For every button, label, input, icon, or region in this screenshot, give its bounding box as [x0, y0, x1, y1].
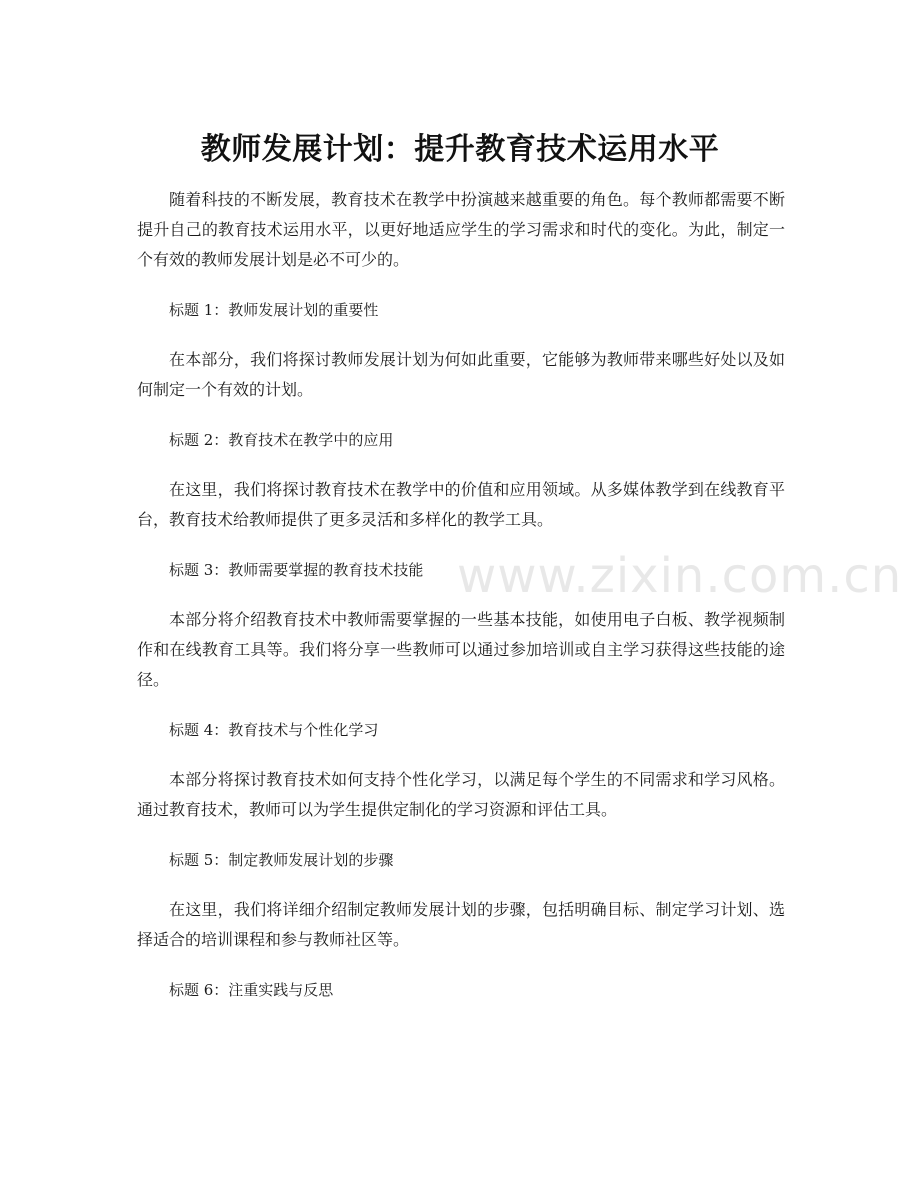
watermark: www.zixin.com.cn — [457, 548, 903, 604]
section-heading-4: 标题 4：教育技术与个性化学习 — [169, 721, 379, 739]
section-heading-6: 标题 6：注重实践与反思 — [169, 981, 334, 999]
section-heading-2: 标题 2：教育技术在教学中的应用 — [169, 431, 394, 449]
section-heading-1: 标题 1：教师发展计划的重要性 — [169, 301, 379, 319]
section-paragraph-3: 本部分将介绍教育技术中教师需要掌握的一些基本技能，如使用电子白板、教学视频制作和在线教育工具等。我们将分享一些教师可以通过参加培训或自主学习获得这些技能的途径。 — [137, 610, 785, 689]
section-heading-5: 标题 5：制定教师发展计划的步骤 — [169, 851, 394, 869]
section-paragraph-4: 本部分将探讨教育技术如何支持个性化学习，以满足每个学生的不同需求和学习风格。通过教育技术，教师可以为学生提供定制化的学习资源和评估工具。 — [137, 770, 785, 819]
intro-paragraph: 随着科技的不断发展，教育技术在教学中扮演越来越重要的角色。每个教师都需要不断提升自己的教育技术运用水平，以更好地适应学生的学习需求和时代的变化。为此，制定一个有效的教师发展计划是必不可少的。 — [137, 190, 785, 269]
section-heading-3: 标题 3：教师需要掌握的教育技术技能 — [169, 561, 424, 579]
page-title: 教师发展计划：提升教育技术运用水平 — [200, 132, 720, 168]
document-body — [137, 185, 785, 1025]
section-paragraph-2: 在这里，我们将探讨教育技术在教学中的价值和应用领域。从多媒体教学到在线教育平台，教育技术给教师提供了更多灵活和多样化的教学工具。 — [137, 480, 785, 529]
section-paragraph-1: 在本部分，我们将探讨教师发展计划为何如此重要，它能够为教师带来哪些好处以及如何制定一个有效的计划。 — [137, 350, 785, 399]
section-paragraph-5: 在这里，我们将详细介绍制定教师发展计划的步骤，包括明确目标、制定学习计划、选择适合的培训课程和参与教师社区等。 — [137, 900, 785, 949]
